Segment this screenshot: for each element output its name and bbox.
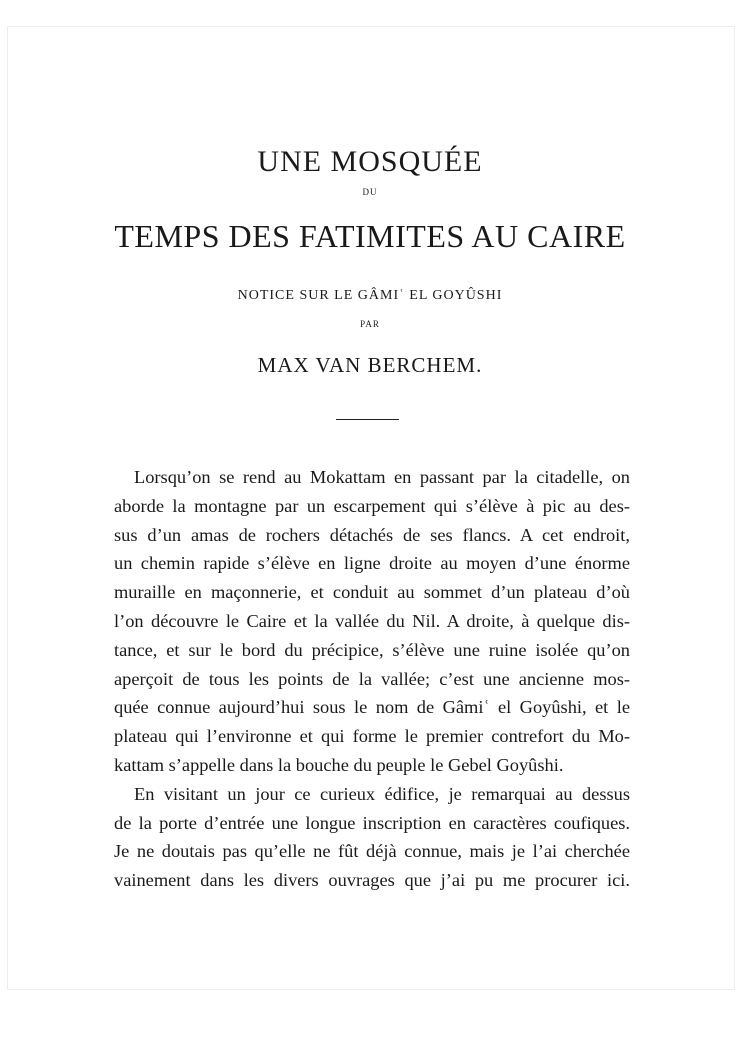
text-line: l’on découvre le Caire et la vallée du Nil. A droite, à quelque dis- <box>114 610 630 631</box>
subtitle-notice: NOTICE SUR LE GÂMIʿ EL GOYÛSHI <box>237 288 503 303</box>
title-connector-du: DU <box>362 187 378 197</box>
text-line: Lorsqu’on se rend au Mokattam en passant par la citadelle, on <box>134 467 630 487</box>
text-line: Je ne doutais pas qu’elle ne fût déjà connue, mais je l’ai cherchée <box>114 841 630 862</box>
text-line: En visitant un jour ce curieux édifice, je remarquai au dessus <box>134 783 630 804</box>
text-line: de la porte d’entrée une longue inscription en caractères coufiques. <box>114 812 630 833</box>
text-line: aperçoit de tous les points de la vallée; c’est une ancienne mos- <box>114 668 630 689</box>
byline-par: PAR <box>360 319 380 329</box>
author-name: MAX VAN BERCHEM. <box>257 353 483 377</box>
text-line: aborde la montagne par un escarpement qui s’élève à pic au des- <box>114 495 630 516</box>
title-line-2: TEMPS DES FATIMITES AU CAIRE <box>114 218 626 254</box>
section-divider <box>336 419 399 420</box>
text-line: tance, et sur le bord du précipice, s’élève une ruine isolée qu’on <box>114 639 630 660</box>
title-line-1: UNE MOSQUÉE <box>257 145 483 178</box>
text-line: sus d’un amas de rochers détachés de ses flancs. A cet endroit, <box>114 524 630 545</box>
text-line: plateau qui l’environne et qui forme le premier contrefort du Mo- <box>114 726 630 747</box>
text-line: kattam s’appelle dans la bouche du peuple le Gebel Goyûshi. <box>114 754 564 775</box>
text-line: vainement dans les divers ouvrages que j’ai pu me procurer ici. <box>114 870 630 891</box>
text-line: quée connue aujourd’hui sous le nom de Gâmiʿ el Goyûshi, et le <box>114 697 630 718</box>
paragraph <box>114 780 630 895</box>
text-line: muraille en maçonnerie, et conduit au sommet d’un plateau d’où <box>114 582 630 603</box>
text-line: un chemin rapide s’élève en ligne droite au moyen d’une énorme <box>114 553 630 574</box>
paragraph <box>114 463 630 780</box>
body-text <box>114 463 630 895</box>
